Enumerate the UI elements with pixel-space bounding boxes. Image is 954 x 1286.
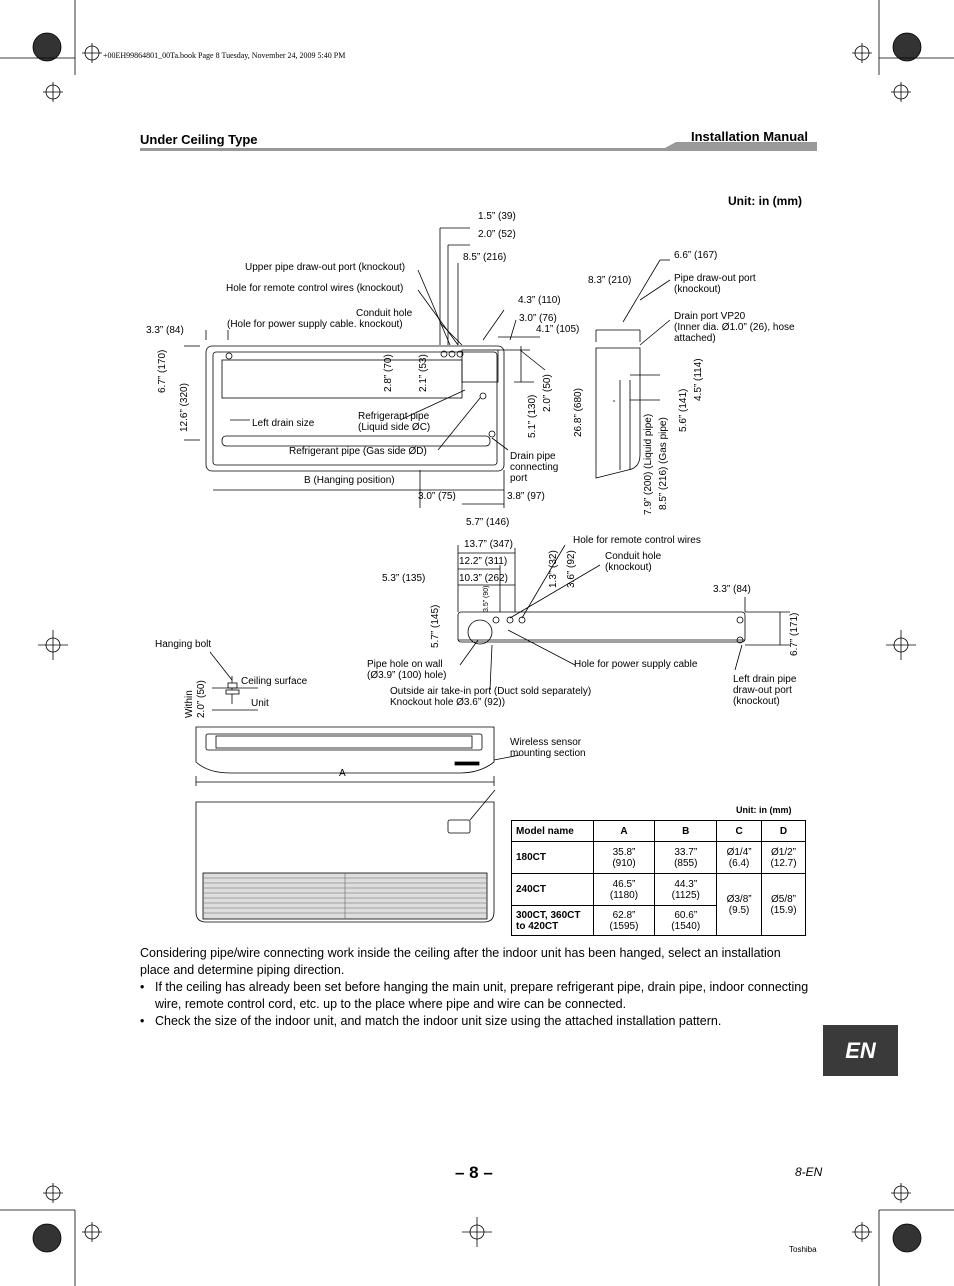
callout-drain-port: (Inner dia. Ø1.0” (26), hose [674,322,795,333]
dim-label: 5.6” (141) [678,388,689,432]
dim-label: 3.0” (75) [418,491,456,502]
dim-label: 4.1” (105) [536,324,580,335]
front-view-drawing [196,727,520,786]
dim-label: 26.8” (680) [573,388,584,437]
dim-label: 5.1” (130) [527,394,538,438]
callout-upper-pipe: Upper pipe draw-out port (knockout) [245,262,406,273]
callout-outside-air: Knockout hole Ø3.6” (92)) [390,697,506,708]
dim-label: 2.8” (70) [383,354,394,392]
dim-label: 3.6” (92) [566,550,577,588]
table-cell [717,874,762,936]
cell-line: (1125) [671,889,700,901]
cell-line: 46.5” [612,878,636,890]
callout-outside-air: Outside air take-in port (Duct sold separately) [390,686,592,697]
cell-line: 44.3” [674,878,698,890]
cell-line: (1180) [609,889,639,901]
dim-label: 3.3” (84) [713,584,751,595]
page-number: – 8 – [455,1163,493,1182]
cell-line: Ø3/8” [726,893,752,905]
cell-line: to 420CT [516,920,559,932]
bullet-marker: • [140,1014,145,1028]
dim-label: 4.3” (110) [518,295,561,306]
callout-ref-gas: Refrigerant pipe (Gas side ØD) [289,446,427,457]
callout-pipe-hole: (Ø3.9” (100) hole) [367,670,447,681]
bullet-ceiling-set: If the ceiling has already been set before hanging the main unit, prepare refrigerant pipe, drain pipe, indoor connecting wire, remote control cord, etc. up to the place where pipe and wire can be connected. [155,980,809,1011]
callout-drain-conn: port [510,473,528,484]
callout-conduit: Conduit hole [605,551,662,562]
callout-wireless: mounting section [510,748,586,759]
bottom-view-drawing [196,790,495,922]
dim-label: 7.9” (200) (Liquid pipe) [643,413,654,515]
callout-wireless: Wireless sensor [510,737,582,748]
cell-line: 60.6” [674,909,698,921]
callout-ceiling-surface: Ceiling surface [241,676,308,687]
dim-label: 13.7” (347) [464,539,513,550]
callout-pipe-port: Pipe draw-out port [674,273,756,284]
print-meta: +00EH99864801_00Ta.book Page 8 Tuesday, November 24, 2009 5:40 PM [103,51,346,60]
callout-ref-liquid: Refrigerant pipe [358,411,430,422]
cell-line: (9.5) [728,904,750,916]
cell-line: (1595) [609,920,639,932]
dim-label: 12.2” (311) [459,556,508,567]
dim-label: 3.5” (90) [483,585,490,612]
callout-drain-conn: connecting [510,462,559,473]
dim-label: 12.6” (320) [179,383,190,432]
table-cell-model: 180CT [512,842,594,874]
table-cell [717,842,762,874]
dim-label: 3.3” (84) [146,325,184,336]
dim-label: 2.1” (53) [418,354,429,392]
cell-line: (6.4) [728,857,750,869]
callout-conduit-detail: (Hole for power supply cable. knockout) [227,319,403,330]
callout-remote-wires: Hole for remote control wires (knockout) [226,283,404,294]
header-manual-title: Installation Manual [691,129,809,144]
dim-label: 1.3” (32) [548,550,559,588]
dim-label: 2.0” (50) [542,374,553,412]
page-reference: 8-EN [795,1165,823,1179]
cell-line: 300CT, 360CT [516,909,581,921]
dim-label: 8.3” (210) [588,275,632,286]
table-cell [762,874,806,936]
cell-line: Ø5/8” [771,893,797,905]
cell-line: (855) [674,857,698,869]
callout-ref-liquid-detail: (Liquid side ØC) [358,422,431,433]
dim-label: 6.7” (171) [789,612,800,656]
table-cell [593,874,655,906]
dim-label-a: A [339,768,346,779]
table-cell [762,842,806,874]
table-header-cell: D [762,821,806,842]
table-cell [593,842,655,874]
dim-label: 1.5” (39) [478,211,516,222]
cell-line: (910) [612,857,636,869]
model-dimension-table [511,820,806,936]
language-tab: EN [823,1025,898,1076]
dim-label: 5.3” (135) [382,573,426,584]
table-header-cell: C [717,821,762,842]
table-unit-label: Unit: in (mm) [736,805,792,815]
cell-line: 62.8” [612,909,636,921]
callout-left-drain: draw-out port [733,685,792,696]
dim-label: 10.3” (262) [459,573,508,584]
header-section-title: Under Ceiling Type [140,132,258,147]
dim-label: 6.6” (167) [674,250,718,261]
table-cell-model [512,906,594,936]
callout-unit: Unit [251,698,269,709]
callout-drain-port: Drain port VP20 [674,311,746,322]
table-cell-model: 240CT [512,874,594,906]
bullet-marker: • [140,980,145,994]
cell-line: (15.9) [770,904,797,916]
table-cell [655,842,717,874]
dim-label: 2.0” (50) [196,680,207,718]
table-cell [655,874,717,906]
table-header-cell: Model name [512,821,594,842]
callout-conduit: Conduit hole [356,308,413,319]
callout-hanging-bolt: Hanging bolt [155,639,212,650]
table-header-row [512,821,806,842]
callout-pipe-hole: Pipe hole on wall [367,659,443,670]
table-row [512,842,806,874]
table-row [512,874,806,906]
cell-line: Ø1/4” [726,846,752,858]
bullet-check-size: Check the size of the indoor unit, and match the indoor unit size using the attached installation pattern. [155,1014,722,1028]
callout-conduit: (knockout) [605,562,652,573]
dim-label: 4.5” (114) [693,358,704,401]
dim-label: 3.8” (97) [507,491,545,502]
callout-drain-port: attached) [674,333,716,344]
callout-left-drain: (knockout) [733,696,780,707]
callout-left-drain: Left drain pipe [733,674,797,685]
callout-power: Hole for power supply cable [574,659,698,670]
table-header-cell: B [655,821,717,842]
dim-label: 8.5” (216) [463,252,507,263]
table-header-cell: A [593,821,655,842]
dim-label: 3.0” (76) [519,313,557,324]
unit-label: Unit: in (mm) [728,194,802,208]
callout-left-drain: Left drain size [252,418,315,429]
table-cell [593,906,655,936]
dim-label: Within [184,690,195,718]
callout-pipe-port: (knockout) [674,284,721,295]
callout-remote: Hole for remote control wires [573,535,701,546]
footer-brand: Toshiba [789,1245,817,1254]
dim-label: 8.5” (216) (Gas pipe) [658,417,669,510]
cell-line: (12.7) [770,857,797,869]
dim-label: 5.7” (146) [466,517,510,528]
dim-label: 5.7” (145) [430,604,441,648]
cell-line: (1540) [671,920,701,932]
table-cell [655,906,717,936]
cell-line: Ø1/2” [771,846,797,858]
intro-paragraph: Considering pipe/wire connecting work inside the ceiling after the indoor unit has been hanged, select an installation place and determine piping direction. [140,946,781,977]
callout-drain-conn: Drain pipe [510,451,556,462]
dim-label: 2.0” (52) [478,229,516,240]
dim-label: B (Hanging position) [304,475,395,486]
cell-line: 33.7” [674,846,698,858]
dim-label: 6.7” (170) [157,349,168,393]
cell-line: 35.8” [612,846,636,858]
